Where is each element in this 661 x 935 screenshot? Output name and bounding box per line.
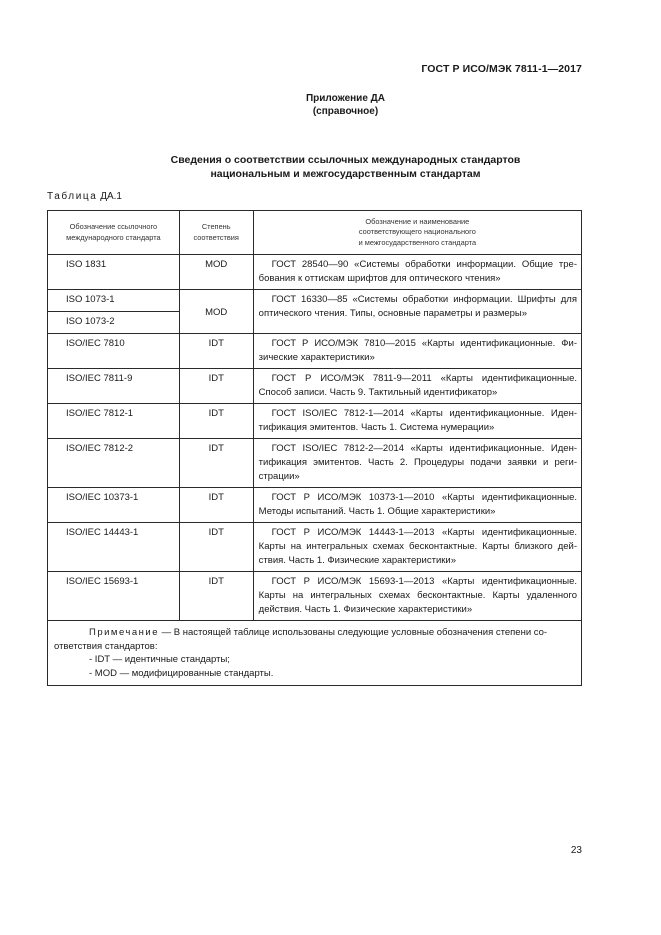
note-item: - IDT — идентичные стандарты; (89, 654, 230, 665)
table-header-row (48, 211, 582, 255)
row-code: ISO/IEC 14443-1 (48, 523, 180, 572)
table-row (48, 290, 582, 312)
table-row (48, 255, 582, 290)
table-label (47, 191, 122, 202)
table-row (48, 439, 582, 488)
header-reference-standard: Обозначение ссылочного международного стандарта (48, 211, 180, 255)
row-code: ISO/IEC 10373-1 (48, 488, 180, 523)
row-degree: IDT (179, 523, 253, 572)
note-label: Примечание (89, 627, 159, 638)
row-degree: IDT (179, 572, 253, 621)
table-label-number: ДА.1 (100, 191, 122, 202)
table-row (48, 334, 582, 369)
table-label-word: Таблица (47, 191, 98, 202)
row-code: ISO/IEC 15693-1 (48, 572, 180, 621)
header-degree: Степень соответствия (179, 211, 253, 255)
row-description: ГОСТ Р ИСО/МЭК 7811-9—2011 «Карты идентификационные. Способ записи. Часть 9. Тактильный идентификатор» (253, 369, 581, 404)
heading-line-2: национальным и межгосударственным стандартам (210, 168, 481, 180)
page-number: 23 (570, 845, 582, 856)
row-description: ГОСТ Р ИСО/МЭК 10373-1—2010 «Карты идентификационные. Методы испытаний. Часть 1. Общие характеристики» (253, 488, 581, 523)
note-text: — В настоящей таблице использованы следующие условные обозначения степени со-ответствия стандартов: (54, 627, 548, 652)
row-description: ГОСТ ISO/IEC 7812-1—2014 «Карты идентификационные. Иден-тификация эмитентов. Часть 1. Система нумерации» (253, 404, 581, 439)
section-heading (0, 153, 661, 181)
table-row (48, 404, 582, 439)
table-row (48, 572, 582, 621)
table-row (48, 523, 582, 572)
row-degree: IDT (179, 404, 253, 439)
row-code: ISO/IEC 7812-1 (48, 404, 180, 439)
row-code: ISO 1073-2 (48, 312, 180, 334)
row-description: ГОСТ Р ИСО/МЭК 7810—2015 «Карты идентификационные. Фи-зические характеристики» (253, 334, 581, 369)
note-item: - MOD — модифицированные стандарты. (89, 667, 274, 679)
table-note (48, 621, 582, 686)
row-description: ГОСТ Р ИСО/МЭК 14443-1—2013 «Карты идентификационные. Карты на интегральных схемах бесконтактные. Карты близкого дей-ствия. Часть 1. Физические характеристики» (253, 523, 581, 572)
correspondence-table (47, 210, 582, 686)
row-degree: IDT (179, 439, 253, 488)
row-code: ISO 1073-1 (48, 290, 180, 312)
row-code: ISO/IEC 7812-2 (48, 439, 180, 488)
row-code: ISO/IEC 7811-9 (48, 369, 180, 404)
header-national-standard: Обозначение и наименование соответствующего национального и межгосударственного стандарта (253, 211, 581, 255)
table-row (48, 488, 582, 523)
annex-title: Приложение ДА (305, 93, 386, 104)
row-degree: MOD (179, 255, 253, 290)
row-code: ISO/IEC 7810 (48, 334, 180, 369)
table-note-row (48, 621, 582, 686)
row-degree: MOD (179, 290, 253, 334)
heading-line-1: Сведения о соответствии ссылочных международных стандартов (170, 154, 521, 166)
annex-title-block (0, 92, 661, 118)
document-code: ГОСТ Р ИСО/МЭК 7811-1—2017 (421, 63, 582, 75)
row-description: ГОСТ ISO/IEC 7812-2—2014 «Карты идентификационные. Иден-тификация эмитентов. Часть 2. Процедуры подачи заявки и реги-страции» (253, 439, 581, 488)
annex-subtitle: (справочное) (312, 106, 379, 117)
row-description: ГОСТ 28540—90 «Системы обработки информации. Общие тре-бования к оттискам шрифтов для оптического чтения» (253, 255, 581, 290)
row-description: ГОСТ Р ИСО/МЭК 15693-1—2013 «Карты идентификационные. Карты на интегральных схемах бесконтактные. Карты удаленного действия. Часть 1. Физические характеристики» (253, 572, 581, 621)
row-degree: IDT (179, 334, 253, 369)
table-row (48, 369, 582, 404)
row-degree: IDT (179, 369, 253, 404)
row-description: ГОСТ 16330—85 «Системы обработки информации. Шрифты для оптического чтения. Типы, основные параметры и размеры» (253, 290, 581, 334)
row-degree: IDT (179, 488, 253, 523)
row-code: ISO 1831 (48, 255, 180, 290)
